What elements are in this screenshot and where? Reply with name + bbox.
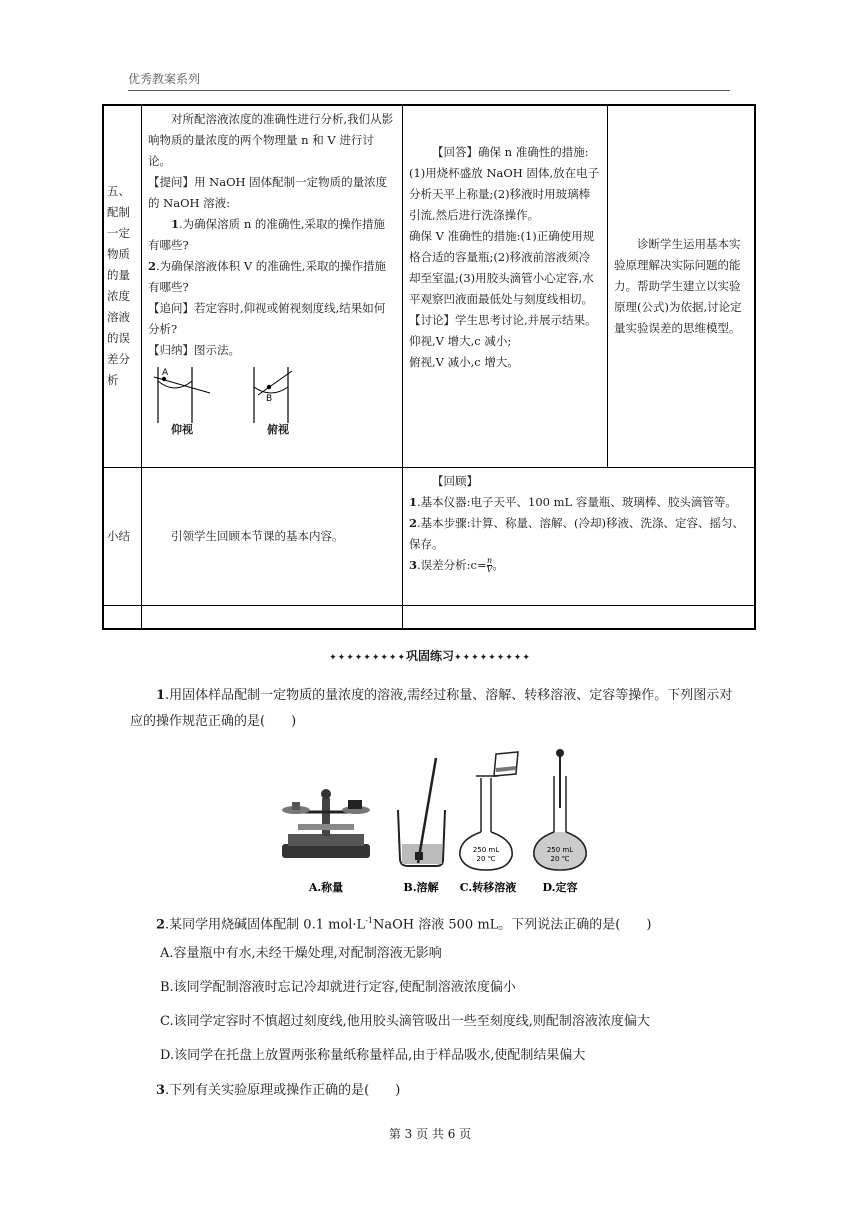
transfer-apparatus <box>460 752 518 870</box>
header-rule <box>128 90 730 91</box>
svg-text:B: B <box>266 394 273 404</box>
summary-teacher-cell: 引领学生回顾本节课的基本内容。 <box>142 467 403 605</box>
sight-diagram <box>148 365 396 437</box>
apparatus-figure <box>278 748 588 898</box>
formula-fraction: $\frac{n}{V}$ <box>486 556 493 574</box>
look-down-caption: 俯视 <box>267 423 289 436</box>
svg-text:250 mL: 250 mL <box>546 846 574 854</box>
teacher-question-1: 1.为确保溶质 n 的准确性,采取的操作措施有哪些? <box>148 217 386 252</box>
teacher-followup: 【追问】若定容时,仰视或俯视刻度线,结果如何分析? <box>148 301 386 336</box>
look-down-figure <box>248 365 308 437</box>
student-discussion: 【讨论】学生思考讨论,并展示结果。 <box>409 313 597 327</box>
empty-cell <box>403 605 756 629</box>
page-number: 第 3 页 共 6 页 <box>388 1127 472 1141</box>
lesson-table <box>102 104 756 630</box>
q2-option-c: C.该同学定容时不慎超过刻度线,他用胶头滴管吸出一些至刻度线,则配制溶液浓度偏大 <box>160 1014 650 1029</box>
look-up-diagram <box>152 365 212 423</box>
caption-b: B.溶解 <box>403 881 439 894</box>
summary-stage-cell: 小结 <box>103 467 142 605</box>
q2-option-a: A.容量瓶中有水,未经干燥处理,对配制溶液无影响 <box>160 946 442 961</box>
balance-apparatus <box>282 789 370 858</box>
student-look-down: 俯视,V 减小,c 增大。 <box>409 355 519 369</box>
svg-text:20 ℃: 20 ℃ <box>476 855 496 863</box>
empty-cell <box>142 605 403 629</box>
caption-a: A.称量 <box>308 881 344 894</box>
empty-cell <box>103 605 142 629</box>
table-row-summary <box>103 467 755 605</box>
look-up-caption: 仰视 <box>171 423 193 436</box>
beaker-apparatus <box>398 758 445 866</box>
summary-review-cell <box>403 467 756 605</box>
caption-d: D.定容 <box>542 881 578 894</box>
table-row-error-analysis <box>103 105 755 467</box>
teacher-question: 【提问】用 NaOH 固体配制一定物质的量浓度的 NaOH 溶液: <box>148 175 388 210</box>
student-answer-n: 【回答】确保 n 准确性的措施:(1)用烧杯盛放 NaOH 固体,放在电子分析天平上称量;(2)移液时用玻璃棒引流,然后进行洗涤操作。 <box>409 145 600 222</box>
review-item-1: 1.基本仪器:电子天平、100 mL 容量瓶、玻璃棒、胶头滴管等。 <box>409 494 737 509</box>
review-item-3: 3.误差分析:c= $\frac{n}{V}$ 。 <box>409 556 504 574</box>
student-answer-v: 确保 V 准确性的措施:(1)正确使用规格合适的容量瓶;(2)移液前溶液须冷却至室温;(3)用胶头滴管小心定容,水平观察凹液面最低处与刻度线相切。 <box>409 229 595 306</box>
table-row-empty <box>103 605 755 629</box>
look-up-figure <box>152 365 212 437</box>
design-intent-cell: 诊断学生运用基本实验原理解决实际问题的能力。帮助学生建立以实验原理(公式)为依据,讨论定量实验误差的思维模型。 <box>608 105 756 467</box>
svg-text:A: A <box>162 368 169 378</box>
student-look-up: 仰视,V 增大,c 减小; <box>409 334 512 348</box>
caption-c: C.转移溶液 <box>459 881 517 894</box>
stage-cell: 五、配制一定物质的量浓度溶液的误差分析 <box>103 105 142 467</box>
look-down-diagram <box>248 365 308 423</box>
teacher-summary: 【归纳】图示法。 <box>148 343 240 357</box>
svg-text:250 mL: 250 mL <box>472 846 500 854</box>
q2-option-b: B.该同学配制溶液时忘记冷却就进行定容,使配制溶液浓度偏小 <box>160 980 516 995</box>
svg-text:20 ℃: 20 ℃ <box>550 855 570 863</box>
volumetric-apparatus <box>534 749 586 870</box>
teacher-intro: 对所配溶液浓度的准确性进行分析,我们从影响物质的量浓度的两个物理量 n 和 V 进行讨论。 <box>148 112 394 168</box>
teacher-activity-cell <box>142 105 403 467</box>
review-tag: 【回顾】 <box>432 473 478 488</box>
header-series: 优秀教案系列 <box>128 72 201 86</box>
review-item-2: 2.基本步骤:计算、称量、溶解、(冷却)移液、洗涤、定容、摇匀、保存。 <box>409 515 745 551</box>
exercise-section-title: ✦✦✦✦✦✦✦✦✦巩固练习✦✦✦✦✦✦✦✦✦ <box>329 649 531 663</box>
question-1: 1.用固体样品配制一定物质的量浓度的溶液,需经过称量、溶解、转移溶液、定容等操作。下列图示对应的操作规范正确的是( ) <box>130 688 733 729</box>
teacher-question-2: 2.为确保溶液体积 V 的准确性,采取的操作措施有哪些? <box>148 259 386 294</box>
q2-option-d: D.该同学在托盘上放置两张称量纸称量样品,由于样品吸水,使配制结果偏大 <box>160 1048 586 1063</box>
student-activity-cell <box>403 105 608 467</box>
question-3: 3.下列有关实验原理或操作正确的是( ) <box>156 1083 401 1098</box>
question-2: 2.某同学用烧碱固体配制 0.1 $mol\cdot L^{-1}NaOH$ 溶液 500 mL。下列说法正确的是( ) <box>156 916 652 933</box>
